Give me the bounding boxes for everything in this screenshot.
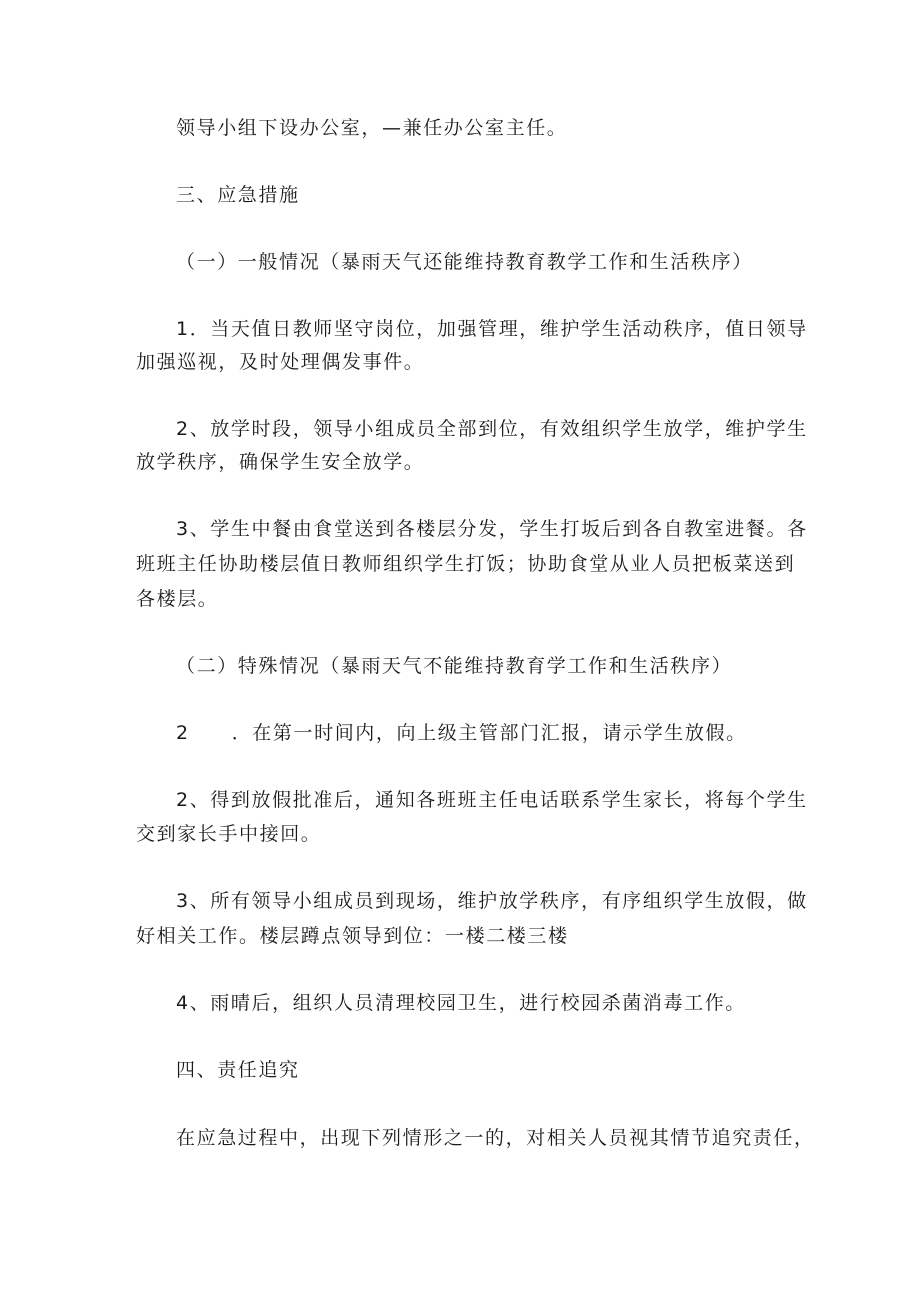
paragraph-special-4: 4、雨晴后，组织人员清理校园卫生，进行校园杀菌消毒工作。 (176, 992, 746, 1014)
subsection-heading-general: （一）一般情况（暴雨天气还能维持教育教学工作和生活秩序） (176, 251, 753, 273)
paragraph-special-3-line-2: 好相关工作。楼层蹲点领导到位：一楼二楼三楼 (136, 925, 569, 947)
section-heading-emergency-measures: 三、应急措施 (176, 184, 300, 206)
paragraph-general-3-line-3: 各楼层。 (136, 588, 219, 610)
paragraph-general-1-line-2: 加强巡视，及时处理偶发事件。 (136, 351, 425, 373)
paragraph-special-1-text: ．在第一时间内，向上级主管部门汇报，请示学生放假。 (231, 722, 747, 744)
paragraph-office: 领导小组下设办公室，—兼任办公室主任。 (176, 117, 568, 139)
paragraph-special-1-number: 2 (176, 722, 190, 744)
subsection-heading-special: （二）特殊情况（暴雨天气不能维持教育学工作和生活秩序） (176, 655, 733, 677)
paragraph-special-2-line-2: 交到家长手中接回。 (136, 823, 322, 845)
paragraph-general-1-line-1: 1．当天值日教师坚守岗位，加强管理，维护学生活动秩序，值日领导 (176, 318, 808, 340)
section-heading-accountability: 四、责任追究 (176, 1059, 300, 1081)
paragraph-special-3-line-1: 3、所有领导小组成员到现场，维护放学秩序，有序组织学生放假，做 (176, 890, 808, 912)
paragraph-general-2-line-2: 放学秩序，确保学生安全放学。 (136, 451, 425, 473)
paragraph-special-1 (176, 721, 836, 745)
paragraph-general-3-line-1: 3、学生中餐由食堂送到各楼层分发，学生打坂后到各自教室进餐。各 (176, 518, 808, 540)
paragraph-general-2-line-1: 2、放学时段，领导小组成员全部到位，有效组织学生放学，维护学生 (176, 418, 808, 440)
paragraph-general-3-line-2: 班班主任协助楼层值日教师组织学生打饭；协助食堂从业人员把板菜送到 (136, 553, 796, 575)
paragraph-special-2-line-1: 2、得到放假批准后，通知各班班主任电话联系学生家长，将每个学生 (176, 789, 808, 811)
paragraph-accountability: 在应急过程中，出现下列情形之一的，对相关人员视其情节追究责任， (176, 1127, 815, 1149)
